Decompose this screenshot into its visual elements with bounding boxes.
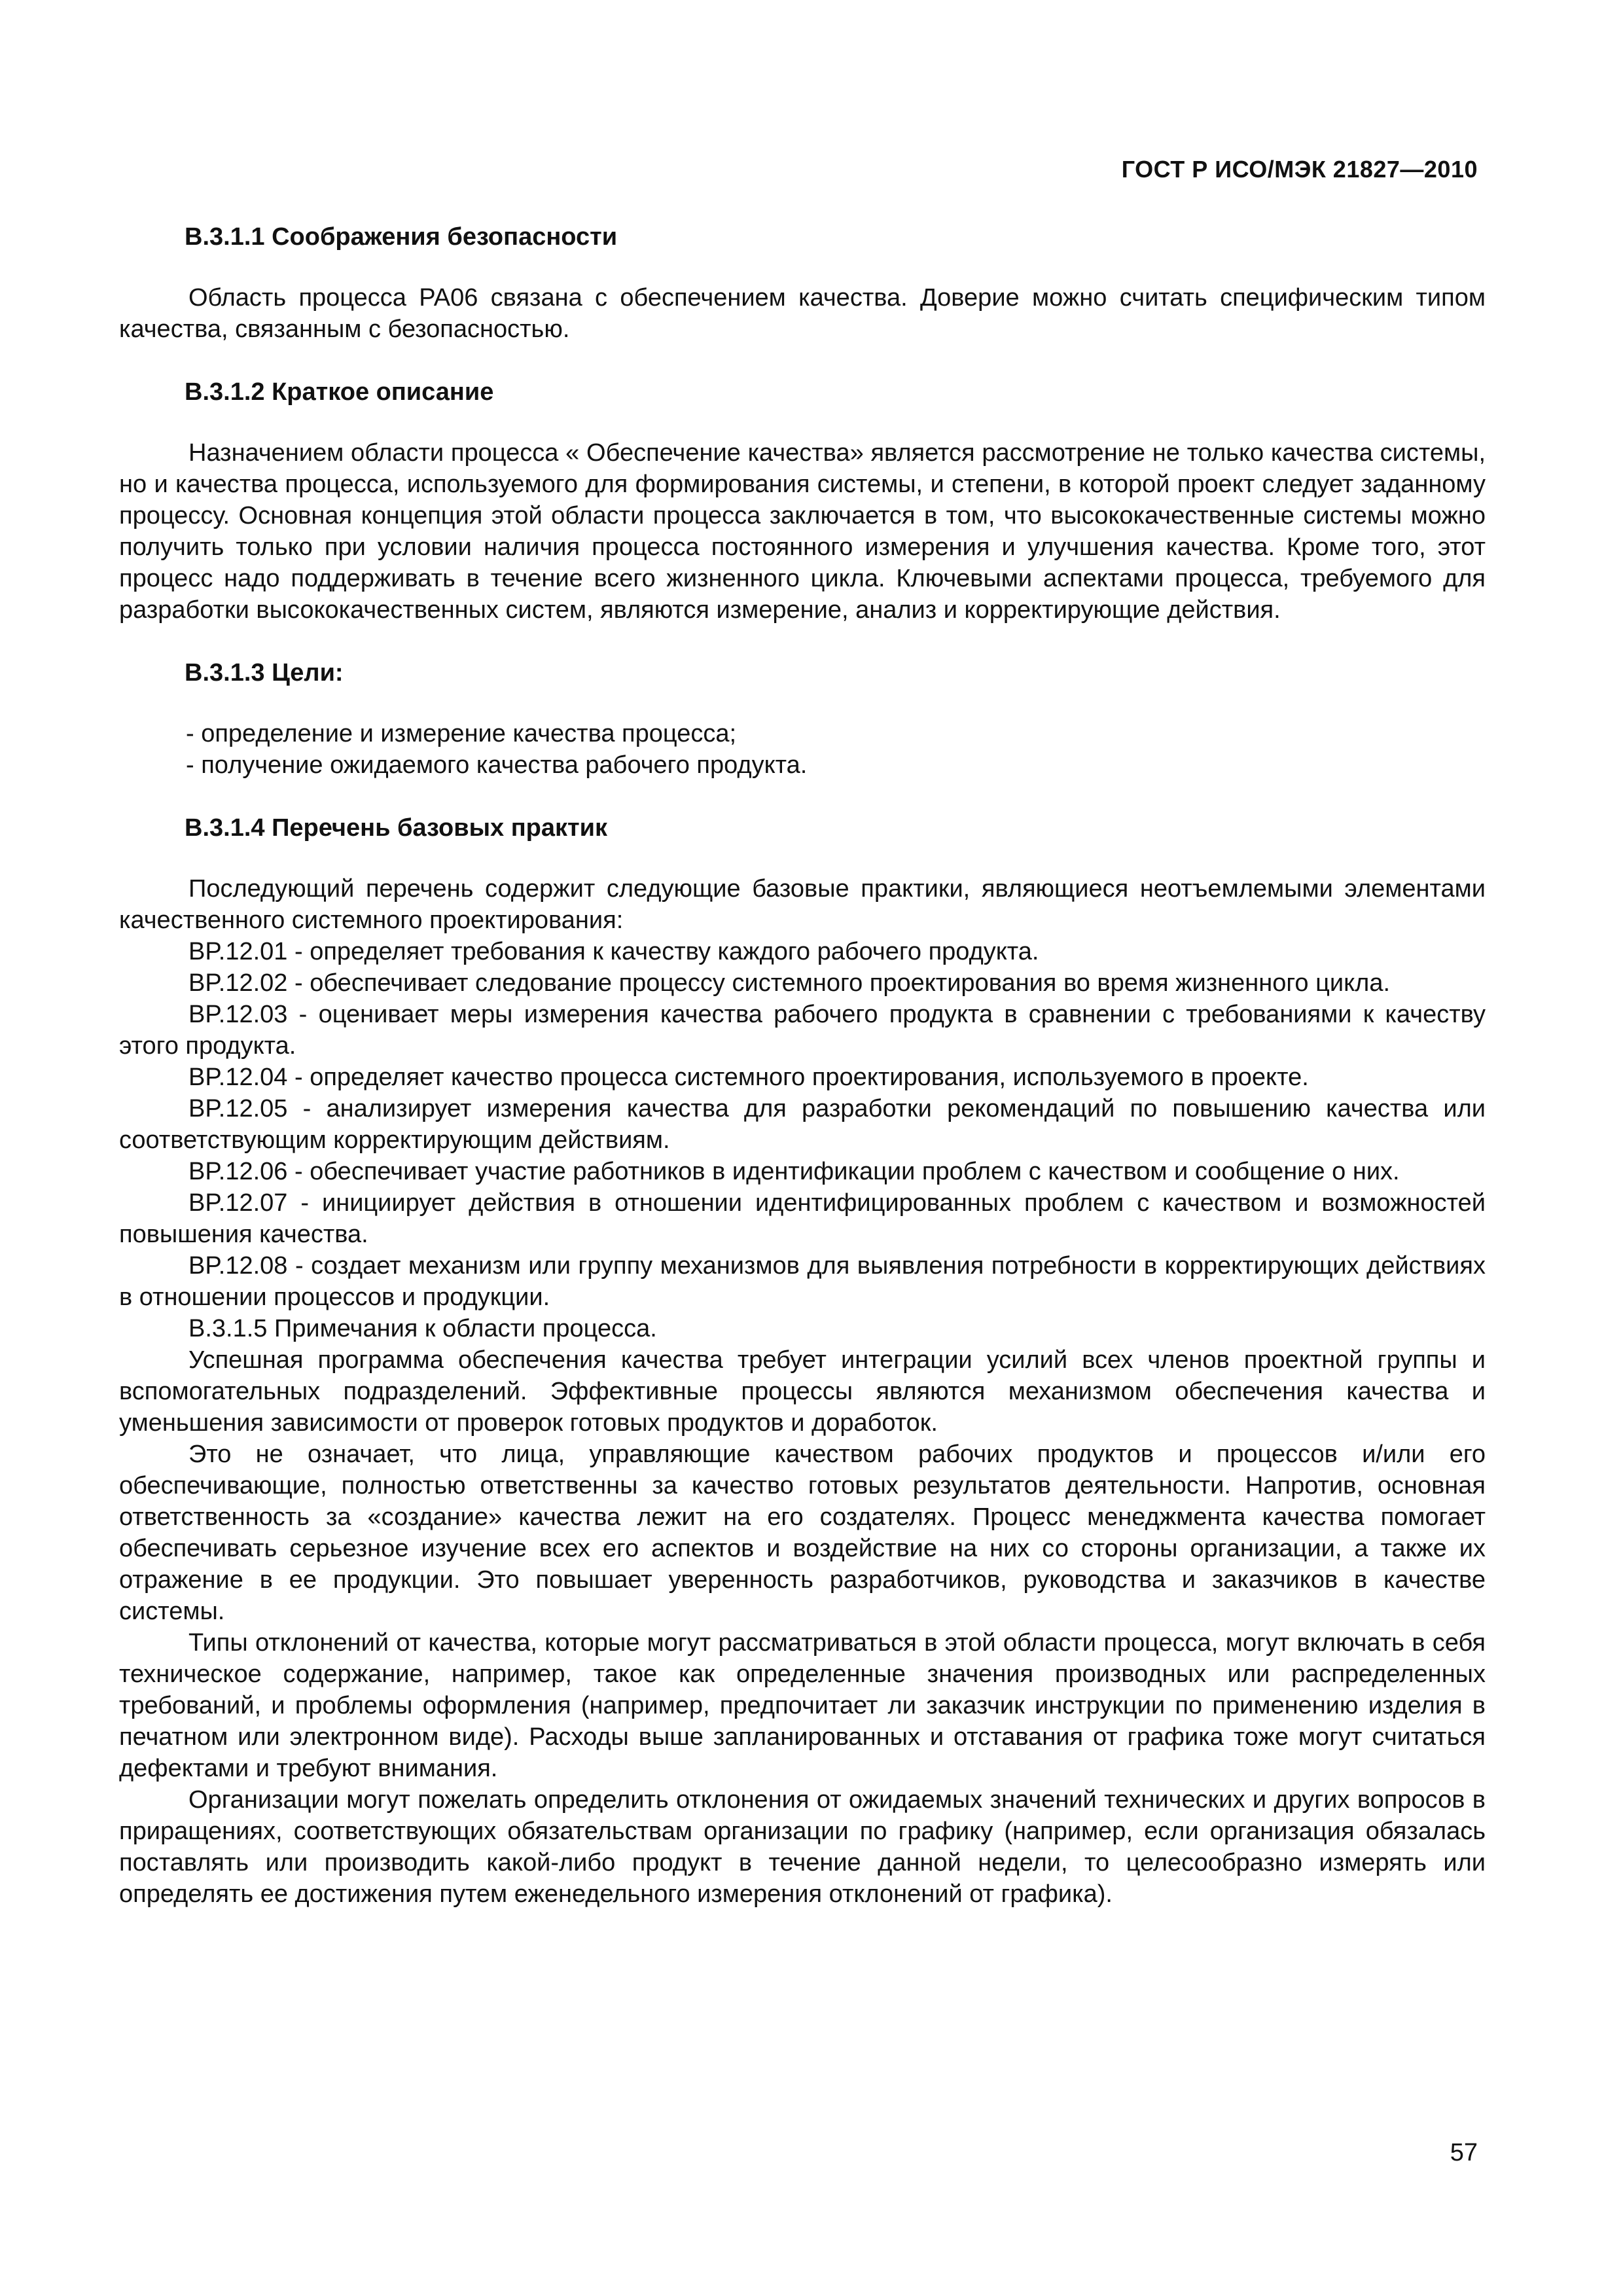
practice-item: BP.12.01 - определяет требования к качеству каждого рабочего продукта. <box>188 938 1039 965</box>
goal-item: - получение ожидаемого качества рабочего продукта. <box>186 751 808 779</box>
section-heading-practices: В.3.1.4 Перечень базовых практик <box>185 814 608 842</box>
practice-item: BP.12.08 - создает механизм или группу механизмов для выявления потребности в корректирующих действиях в отношении процессов и продукции. <box>119 1252 1486 1311</box>
notes-paragraph: Типы отклонений от качества, которые могут рассматриваться в этой области процесса, могут включать в себя техническое содержание, например, такое как определенные значения производных или распределенных требований, и проблемы оформления (например, предпочитает ли заказчик инструкции по применению изделия в печатном или электронном виде). Расходы выше запланированных и отставания от графика тоже могут считаться дефектами и требуют внимания. <box>119 1629 1486 1782</box>
practices-list <box>119 873 1486 1910</box>
goals-list <box>119 718 1486 781</box>
notes-paragraph: Организации могут пожелать определить отклонения от ожидаемых значений технических и других вопросов в приращениях, соответствующих обязательствам организации по графику (например, если организация обязалась поставлять или производить какой-либо продукт в течение данной недели, то целесообразно измерять или определять ее достижения путем еженедельного измерения отклонений от графика). <box>119 1786 1486 1908</box>
notes-paragraph: Успешная программа обеспечения качества требует интеграции усилий всех членов проектной группы и вспомогательных подразделений. Эффективные процессы являются механизмом обеспечения качества и уменьшения зависимости от проверок готовых продуктов и доработок. <box>119 1346 1486 1437</box>
goal-item: - определение и измерение качества процесса; <box>186 720 737 747</box>
practice-item: BP.12.02 - обеспечивает следование процессу системного проектирования во время жизненного цикла. <box>188 969 1391 997</box>
section-summary <box>119 437 1486 626</box>
section-heading-security: В.3.1.1 Соображения безопасности <box>185 223 618 251</box>
practice-item: BP.12.04 - определяет качество процесса системного проектирования, используемого в проекте. <box>188 1064 1309 1091</box>
section-heading-summary: В.3.1.2 Краткое описание <box>185 378 494 406</box>
standard-header: ГОСТ Р ИСО/МЭК 21827—2010 <box>1121 156 1478 183</box>
section-heading-notes: В.3.1.5 Примечания к области процесса. <box>188 1315 657 1342</box>
practice-item: BP.12.06 - обеспечивает участие работников в идентификации проблем с качеством и сообщение о них. <box>188 1158 1400 1185</box>
document-body <box>119 221 1486 1910</box>
page-number: 57 <box>1450 2139 1478 2166</box>
practices-intro: Последующий перечень содержит следующие базовые практики, являющиеся неотъемлемыми элементами качественного системного проектирования: <box>119 875 1486 934</box>
paragraph-summary: Назначением области процесса « Обеспечение качества» является рассмотрение не только качества системы, но и качества процесса, используемого для формирования системы, и степени, в которой проект следует заданному процессу. Основная концепция этой области процесса заключается в том, что высококачественные системы можно получить только при условии наличия процесса постоянного измерения и улучшения качества. Кроме того, этот процесс надо поддерживать в течение всего жизненного цикла. Ключевыми аспектами процесса, требуемого для разработки высококачественных систем, являются измерение, анализ и корректирующие действия. <box>119 439 1486 624</box>
section-heading-goals: В.3.1.3 Цели: <box>185 659 344 687</box>
practice-item: BP.12.05 - анализирует измерения качества для разработки рекомендаций по повышению качества или соответствующим корректирующим действиям. <box>119 1095 1486 1154</box>
notes-paragraph: Это не означает, что лица, управляющие качеством рабочих продуктов и процессов и/или его обеспечивающие, полностью ответственны за качество готовых результатов деятельности. Напротив, основная ответственность за «создание» качества лежит на его создателях. Процесс менеджмента качества помогает обеспечивать серьезное изучение всех его аспектов и воздействие на них со стороны организации, а также их отражение в ее продукции. Это повышает уверенность разработчиков, руководства и заказчиков в качестве системы. <box>119 1441 1486 1625</box>
practice-item: BP.12.03 - оценивает меры измерения качества рабочего продукта в сравнении с требованиями к качеству этого продукта. <box>119 1001 1486 1060</box>
practice-item: BP.12.07 - инициирует действия в отношении идентифицированных проблем с качеством и возможностей повышения качества. <box>119 1189 1486 1248</box>
section-security <box>119 282 1486 345</box>
paragraph-security: Область процесса PA06 связана с обеспечением качества. Доверие можно считать специфическим типом качества, связанным с безопасностью. <box>119 284 1486 343</box>
